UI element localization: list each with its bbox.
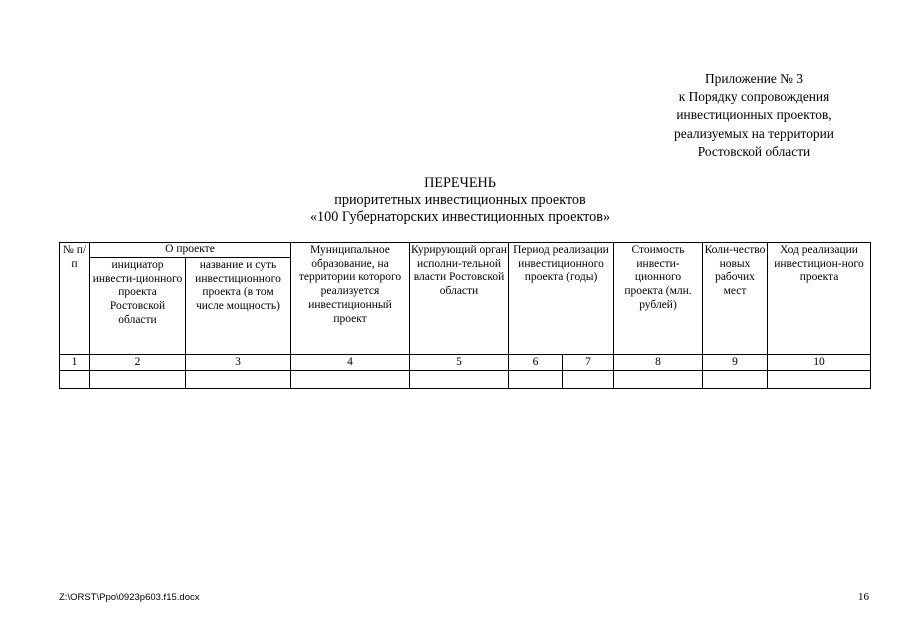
empty-cell	[703, 371, 768, 389]
header-about-project: О проекте	[90, 243, 291, 258]
appendix-line: к Порядку сопровождения	[678, 89, 830, 105]
empty-cell	[509, 371, 563, 389]
column-number: 9	[703, 355, 768, 371]
title-heading: ПЕРЕЧЕНЬ	[424, 175, 496, 191]
column-number: 1	[60, 355, 90, 371]
column-number: 5	[410, 355, 509, 371]
appendix-line: Ростовской области	[697, 143, 811, 159]
header-progress: Ход реализации инвестицион-ного проекта	[768, 243, 871, 355]
column-number: 8	[614, 355, 703, 371]
header-municipality: Муниципальное образование, на территории которого реализуется инвестиционный проект	[291, 243, 410, 355]
document-title	[180, 175, 740, 226]
column-number: 2	[90, 355, 186, 371]
empty-cell	[90, 371, 186, 389]
column-number: 7	[563, 355, 614, 371]
appendix-note	[640, 70, 868, 161]
page-number: 16	[858, 591, 869, 603]
header-initiator: инициатор инвести-ционного проекта Ростовской области	[90, 258, 186, 355]
title-subtitle: приоритетных инвестиционных проектов	[334, 192, 586, 208]
header-new-jobs: Коли-чество новых рабочих мест	[703, 243, 768, 355]
header-cost: Стоимость инвести-ционного проекта (млн. рублей)	[614, 243, 703, 355]
empty-cell	[614, 371, 703, 389]
header-row-top	[60, 243, 871, 258]
header-project-name: название и суть инвестиционного проекта (в том числе мощность)	[186, 258, 291, 355]
appendix-line: инвестиционных проектов,	[676, 107, 832, 123]
column-number: 10	[768, 355, 871, 371]
column-number: 4	[291, 355, 410, 371]
table-row	[60, 371, 871, 389]
header-period: Период реализации инвестиционного проекта (годы)	[509, 243, 614, 355]
title-program-name: «100 Губернаторских инвестиционных проектов»	[309, 209, 611, 225]
empty-cell	[60, 371, 90, 389]
column-number-row	[60, 355, 871, 371]
projects-table	[59, 242, 871, 389]
header-num: № п/п	[60, 243, 90, 355]
header-supervising-authority: Курирующий орган исполни-тельной власти Ростовской области	[410, 243, 509, 355]
appendix-line: реализуемых на территории	[674, 125, 834, 141]
empty-cell	[291, 371, 410, 389]
empty-cell	[410, 371, 509, 389]
empty-cell	[186, 371, 291, 389]
empty-cell	[768, 371, 871, 389]
empty-cell	[563, 371, 614, 389]
footer-file-path: Z:\ORST\Ppo\0923p603.f15.docx	[59, 592, 200, 603]
appendix-line: Приложение № 3	[704, 71, 804, 86]
column-number: 6	[509, 355, 563, 371]
column-number: 3	[186, 355, 291, 371]
